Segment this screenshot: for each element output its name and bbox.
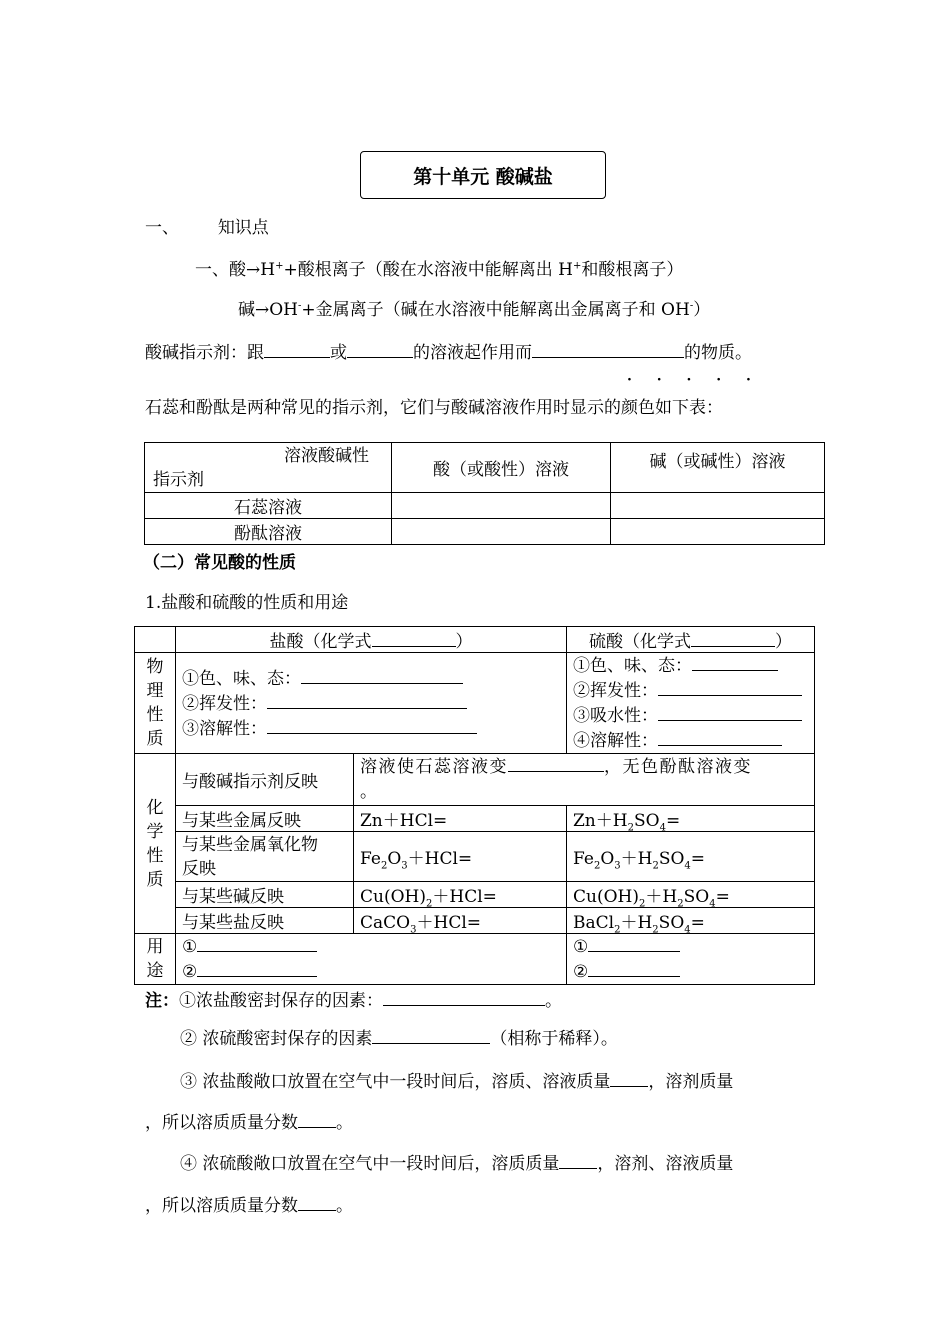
h2so4-uses [567, 934, 815, 985]
acid-def-sup: + [275, 260, 284, 272]
text: ） [455, 632, 473, 652]
blank[interactable] [383, 988, 545, 1006]
h2so4-header [567, 627, 815, 653]
base-def-text: 碱→OH [238, 300, 299, 320]
text: SO [633, 811, 660, 831]
text: ④ 浓硫酸敞口放置在空气中一段时间后，溶质质量 [180, 1154, 560, 1174]
section-2-heading: （二）常见酸的性质 [143, 553, 296, 573]
text: 的物质。 [684, 343, 752, 363]
chemical-label [135, 754, 176, 934]
text: ② [182, 962, 198, 982]
text: ② [573, 962, 589, 982]
text: （相称于稀释）。 [490, 1029, 618, 1049]
blank[interactable] [588, 959, 680, 977]
acid-properties-table [134, 626, 815, 985]
text: ，所以溶质质量分数 [145, 1196, 298, 1216]
hcl-physical [176, 653, 567, 754]
text: ，溶剂、溶液质量 [597, 1154, 734, 1174]
text: 。 [336, 1196, 353, 1216]
blank[interactable] [588, 934, 680, 952]
text: = [665, 811, 681, 831]
blank[interactable] [508, 754, 604, 772]
text: ②挥发性： [573, 681, 658, 701]
salt-h2so4: $BaCl_2+H_2SO_4=$ [567, 908, 815, 934]
h2so4-physical [567, 653, 815, 754]
label-char: 性 [146, 705, 164, 725]
base-def-sup: - [298, 300, 302, 312]
text: 。 [336, 1113, 353, 1133]
note-label: 注： [145, 991, 179, 1011]
text: ，无色酚酞溶液变 [604, 757, 752, 777]
physical-label [135, 653, 176, 754]
blank[interactable] [658, 728, 782, 746]
blank[interactable] [301, 666, 463, 684]
col-base: 碱（或碱性）溶液 [611, 443, 825, 493]
text: ，所以溶质质量分数 [145, 1113, 298, 1133]
text: ③ 浓盐酸敞口放置在空气中一段时间后，溶质、溶液质量 [180, 1072, 611, 1092]
label-char: 性 [146, 845, 164, 866]
text: ②挥发性： [182, 693, 267, 714]
blank[interactable] [372, 629, 456, 647]
text: 的溶液起作用而 [413, 343, 532, 363]
blank[interactable] [658, 678, 802, 696]
oxide-hcl: $Fe_2O_3+HCl=$ [354, 832, 567, 882]
section-number: 一、 [145, 218, 179, 238]
acid-def-text: 和酸根离子） [581, 260, 684, 280]
salt-reaction-label: 与某些盐反映 [176, 908, 354, 934]
blank[interactable] [347, 340, 413, 358]
acid-def-sup: + [572, 260, 582, 272]
salt-hcl: CaCO$_3$＋HCl= [354, 908, 567, 934]
label-char: 理 [146, 681, 164, 701]
text: ① [573, 937, 589, 957]
blank[interactable] [298, 1110, 336, 1128]
blank[interactable] [298, 1193, 336, 1211]
blank[interactable] [691, 629, 775, 647]
header-diagonal-cell [145, 443, 392, 493]
blank[interactable] [197, 959, 317, 977]
blank[interactable] [264, 340, 330, 358]
text: 。 [360, 782, 379, 802]
text: ③溶解性： [182, 718, 267, 739]
note-4-cont [145, 1191, 353, 1216]
corner-cell [135, 627, 176, 653]
label-char: 化 [146, 797, 164, 818]
note-3-cont [145, 1108, 353, 1133]
indicator-intro: 石蕊和酚酞是两种常见的指示剂，它们与酸碱溶液作用时显示的颜色如下表： [145, 398, 723, 418]
note-3 [180, 1067, 733, 1092]
text: ①色、味、态： [182, 668, 301, 689]
label-char: 质 [146, 729, 164, 749]
blank[interactable] [658, 703, 802, 721]
indicator-reaction-label: 与酸碱指示剂反映 [176, 754, 354, 806]
acid-def-text: 一、酸→H [195, 260, 276, 280]
oxide-reaction-label [176, 832, 354, 882]
indicator-reaction-text [354, 754, 815, 806]
page-title [360, 151, 606, 199]
note-4 [180, 1149, 733, 1174]
blank[interactable] [372, 1026, 490, 1044]
text: ，溶剂质量 [648, 1072, 734, 1092]
indicator-definition [145, 338, 752, 363]
base-def-text: +金属离子（碱在水溶液中能解离出金属离子和 OH [301, 300, 690, 320]
hcl-header [176, 627, 567, 653]
metal-h2so4 [567, 806, 815, 832]
label-char: 用 [146, 937, 164, 957]
section-1-heading [145, 213, 269, 238]
text: Zn＋H [573, 811, 628, 831]
base-def-text: ） [693, 300, 711, 320]
text: 与某些金属氧化物 [182, 834, 318, 855]
hcl-uses [176, 934, 567, 985]
base-h2so4: $Cu(OH)_2+H_2SO_4=$ [567, 882, 815, 908]
base-reaction-label: 与某些碱反映 [176, 882, 354, 908]
acid-definition [195, 255, 683, 280]
text: 溶液使石蕊溶液变 [360, 757, 508, 777]
blank[interactable] [610, 1069, 648, 1087]
text: ） [775, 632, 792, 652]
indicator-table [144, 442, 825, 545]
base-def-sup: - [689, 300, 694, 312]
row-litmus: 石蕊溶液 [145, 493, 392, 519]
text: ①浓盐酸密封保存的因素： [179, 991, 383, 1011]
sub: 4 [659, 822, 666, 834]
label-char: 学 [146, 821, 164, 842]
text: ①色、味、态： [573, 656, 692, 676]
metal-reaction-label: 与某些金属反映 [176, 806, 354, 832]
section-label: 知识点 [217, 218, 269, 238]
blank[interactable] [692, 653, 778, 671]
text: ② 浓硫酸密封保存的因素 [180, 1029, 373, 1049]
base-hcl: $Cu(OH)_2+HCl=$ [354, 882, 567, 908]
use-label [135, 934, 176, 985]
blank[interactable] [267, 691, 467, 709]
text: 。 [545, 991, 562, 1011]
note-1 [145, 986, 562, 1011]
cell-blank[interactable] [611, 493, 825, 519]
blank[interactable] [267, 716, 477, 734]
blank[interactable] [532, 340, 684, 358]
header-top: 溶液酸碱性 [284, 445, 369, 466]
acid-def-text: +酸根离子（酸在水溶液中能解离出 H [283, 260, 573, 280]
metal-hcl: Zn＋HCl= [354, 806, 567, 832]
label-char: 质 [146, 869, 164, 890]
header-bottom: 指示剂 [153, 469, 204, 490]
title-text: 第十单元 酸碱盐 [413, 165, 553, 188]
text: 硫酸（化学式 [589, 632, 691, 652]
col-acid: 酸（或酸性）溶液 [392, 443, 611, 493]
note-2 [180, 1024, 618, 1049]
cell-blank[interactable] [392, 493, 611, 519]
text: 酸碱指示剂：跟 [145, 343, 264, 363]
text: ① [182, 937, 198, 957]
emphasis-dots: · · · · · [627, 372, 761, 388]
text: ④溶解性： [573, 731, 658, 751]
row-phenolphthalein: 酚酞溶液 [145, 519, 392, 545]
label-char: 物 [146, 657, 164, 677]
oxide-h2so4: $Fe_2O_3+H_2SO_4=$ [567, 832, 815, 882]
blank[interactable] [559, 1151, 597, 1169]
cell-blank[interactable] [611, 519, 825, 545]
blank[interactable] [197, 934, 317, 952]
text: 盐酸（化学式 [269, 632, 372, 652]
text: ③吸水性： [573, 706, 658, 726]
text: 反映 [182, 858, 216, 879]
sub: 2 [627, 822, 634, 834]
subheading: 1.盐酸和硫酸的性质和用途 [145, 593, 349, 613]
text: 或 [330, 343, 347, 363]
label-char: 途 [146, 961, 164, 981]
cell-blank[interactable] [392, 519, 611, 545]
base-definition [238, 295, 710, 320]
